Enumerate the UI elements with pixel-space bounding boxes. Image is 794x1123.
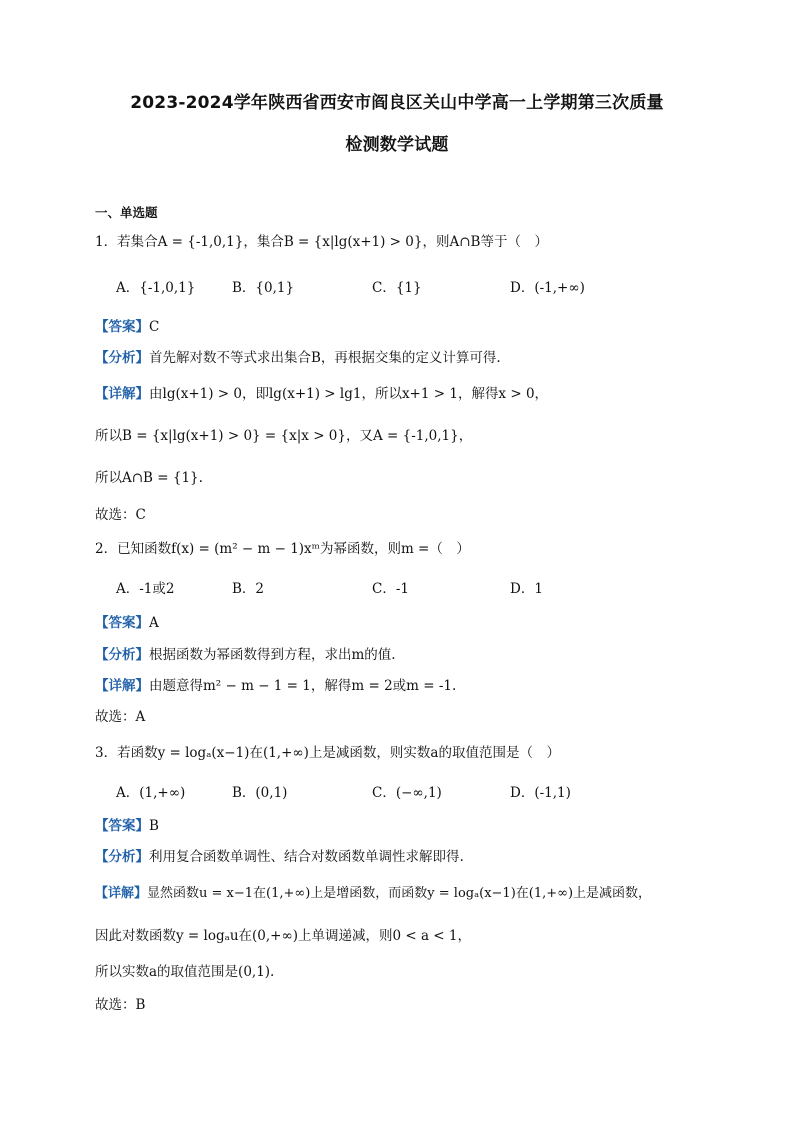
- q1-detail-2: 所以B = {x|lg(x+1) > 0} = {x|x > 0}，又A = {-1,0,1}，: [95, 428, 473, 444]
- q2-choice: 故选：A: [95, 709, 146, 725]
- answer-label: 【答案】: [95, 319, 149, 335]
- q2-option-a: A．-1或2: [116, 581, 175, 597]
- q1-detail-1: 由lg(x+1) > 0，即lg(x+1) > lg1，所以x+1 > 1，解得x > 0，: [149, 386, 549, 402]
- q1-detail-3: 所以A∩B = {1}.: [95, 470, 203, 486]
- q3-choice: 故选：B: [95, 997, 146, 1013]
- q1-option-d: D．(-1,+∞): [510, 280, 585, 296]
- q2-detail-1: 由题意得m² − m − 1 = 1，解得m = 2或m = -1.: [149, 678, 457, 694]
- q1-analysis: 首先解对数不等式求出集合B，再根据交集的定义计算可得.: [149, 350, 501, 366]
- q3-option-b: B．(0,1): [232, 785, 288, 801]
- q3-option-a: A．(1,+∞): [116, 785, 186, 801]
- q1-choice: 故选：C: [95, 507, 146, 523]
- q3-answer-line: [95, 817, 159, 835]
- q2-analysis: 根据函数为幂函数得到方程，求出m的值.: [149, 647, 396, 663]
- q3-analysis-line: [95, 848, 464, 866]
- q1-stem: 1．若集合A = {-1,0,1}，集合B = {x|lg(x+1) > 0}，则A∩B等于（ ）: [95, 234, 548, 250]
- q3-analysis: 利用复合函数单调性、结合对数函数单调性求解即得.: [149, 849, 464, 865]
- q1-analysis-line: [95, 349, 501, 367]
- analysis-label: 【分析】: [95, 849, 149, 865]
- analysis-label: 【分析】: [95, 647, 149, 663]
- detail-label: 【详解】: [95, 678, 149, 694]
- q1-detail-line: [95, 385, 548, 403]
- q2-option-c: C．-1: [372, 581, 409, 597]
- q2-option-d: D．1: [510, 581, 543, 597]
- q1-answer-line: [95, 318, 159, 336]
- q3-option-d: D．(-1,1): [510, 785, 571, 801]
- q2-answer: A: [149, 615, 159, 631]
- page-title-line-2: 检测数学试题: [345, 135, 449, 155]
- q1-option-a: A．{-1,0,1}: [116, 280, 196, 296]
- q2-analysis-line: [95, 646, 396, 664]
- q3-option-c: C．(−∞,1): [372, 785, 442, 801]
- q1-option-b: B．{0,1}: [232, 280, 295, 296]
- detail-label: 【详解】: [95, 886, 148, 901]
- q2-detail-line: [95, 677, 456, 695]
- section-heading: 一、单选题: [95, 205, 158, 220]
- q3-detail-3: 所以实数a的取值范围是(0,1).: [95, 964, 275, 980]
- q1-answer: C: [149, 319, 160, 335]
- answer-label: 【答案】: [95, 615, 149, 631]
- q3-stem: 3．若函数y = logₐ(x−1)在(1,+∞)上是减函数，则实数a的取值范围是（ ）: [95, 745, 560, 761]
- q3-answer: B: [149, 818, 159, 834]
- q2-option-b: B．2: [232, 581, 265, 597]
- answer-label: 【答案】: [95, 818, 149, 834]
- q2-stem: 2．已知函数f(x) = (m² − m − 1)xᵐ为幂函数，则m =（ ）: [95, 541, 470, 557]
- q3-detail-1: 显然函数u = x−1在(1,+∞)上是增函数，而函数y = logₐ(x−1)在(1,+∞)上是减函数，: [147, 886, 652, 901]
- q2-answer-line: [95, 614, 159, 632]
- q3-detail-2: 因此对数函数y = logₐu在(0,+∞)上单调递减，则0 < a < 1，: [95, 928, 471, 944]
- page-title-line-1: 2023-2024学年陕西省西安市阎良区关山中学高一上学期第三次质量: [130, 93, 664, 113]
- q1-option-c: C．{1}: [372, 280, 422, 296]
- detail-label: 【详解】: [95, 386, 149, 402]
- q3-detail-line: [95, 885, 651, 903]
- analysis-label: 【分析】: [95, 350, 149, 366]
